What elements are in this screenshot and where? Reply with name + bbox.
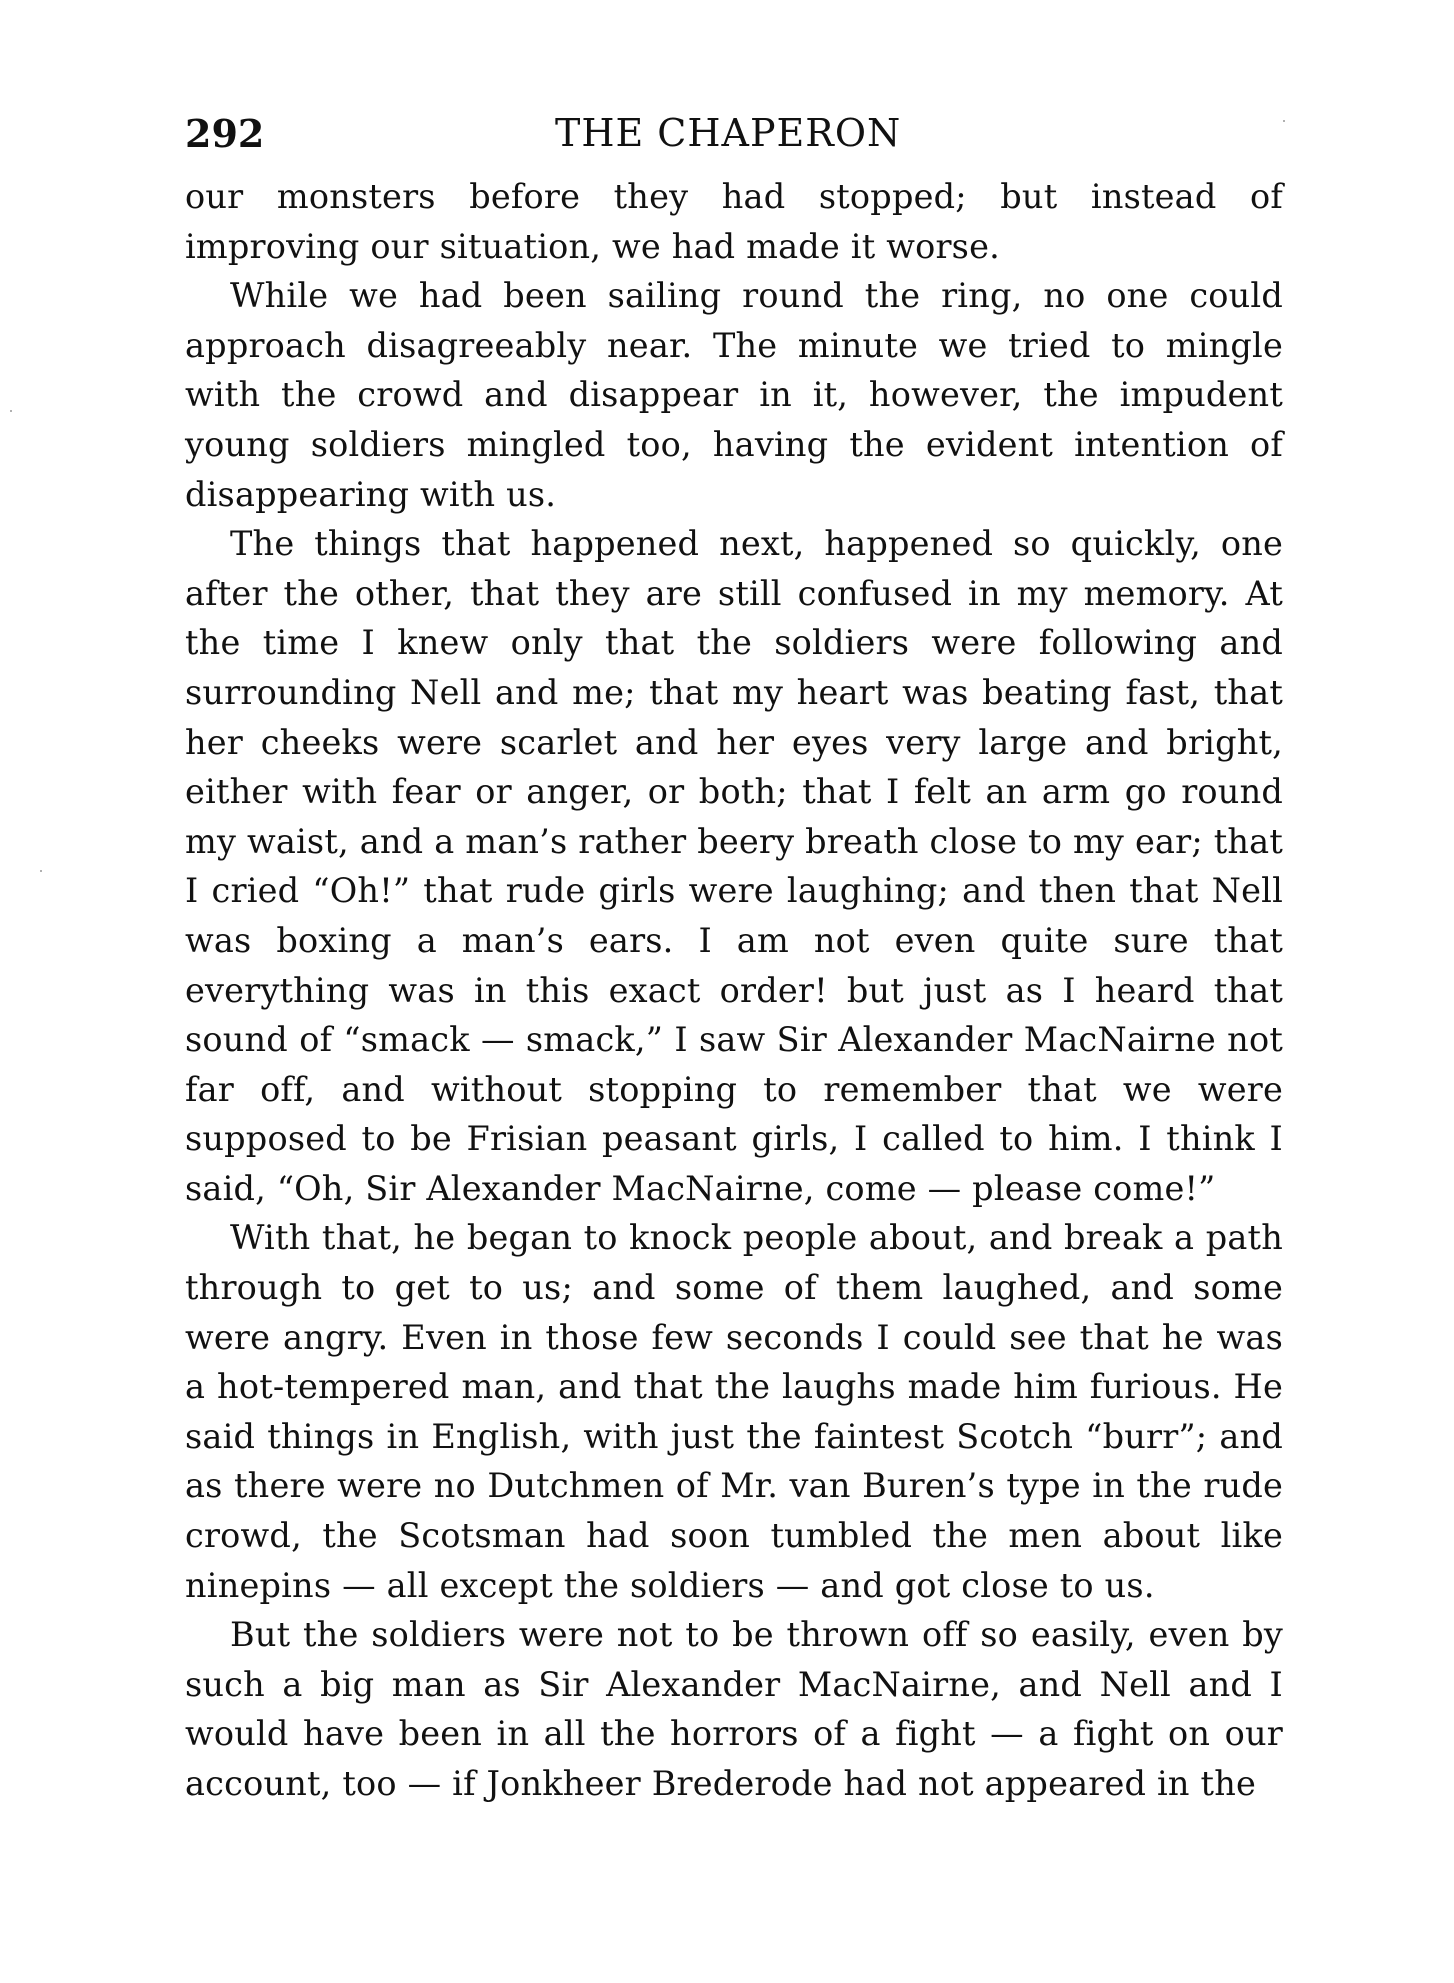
paragraph: But the soldiers were not to be thrown off so easily, even by such a big man as Sir Alexander MacNairne, and Nell and I would have been in all the horrors of a fight — a fight on our account, too — if Jonkheer Brederode had not appeared in the (185, 1615, 1283, 1803)
scan-speck (40, 870, 42, 872)
page-number: 292 (185, 111, 265, 156)
scan-speck (1283, 120, 1285, 122)
paragraph: While we had been sailing round the ring, no one could approach disagreeably near. The minute we tried to mingle with the crowd and disappear in it, however, the impudent young soldiers mingled too, having the evident intention of disappearing with us. (185, 276, 1283, 514)
paragraph: With that, he began to knock people about, and break a path through to get to us; and some of them laughed, and some were angry. Even in those few seconds I could see that he was a hot-tempered man, and that the laughs made him furious. He said things in English, with just the faintest Scotch “burr”; and as there were no Dutchmen of Mr. van Buren’s type in the rude crowd, the Scotsman had soon tumbled the men about like ninepins — all except the soldiers — and got close to us. (185, 1218, 1283, 1605)
paragraph: The things that happened next, happened so quickly, one after the other, that they are still confused in my memory. At the time I knew only that the soldiers were following and surrounding Nell and me; that my heart was beating fast, that her cheeks were scarlet and her eyes very large and bright, either with fear or anger, or both; that I felt an arm go round my waist, and a man’s rather beery breath close to my ear; that I cried “Oh!” that rude girls were laughing; and then that Nell was boxing a man’s ears. I am not even quite sure that everything was in this exact order! but just as I heard that sound of “smack — smack,” I saw Sir Alexander MacNairne not far off, and without stopping to remember that we were supposed to be Frisian peasant girls, I called to him. I think I said, “Oh, Sir Alexander MacNairne, come — please come!” (185, 524, 1283, 1208)
book-title: THE CHAPERON (555, 111, 902, 155)
body-text (185, 172, 1283, 1809)
scan-speck (10, 410, 12, 412)
paragraph-continuation: our monsters before they had stopped; but instead of improving our situation, we had made it worse. (185, 177, 1283, 266)
running-head (185, 105, 1285, 165)
